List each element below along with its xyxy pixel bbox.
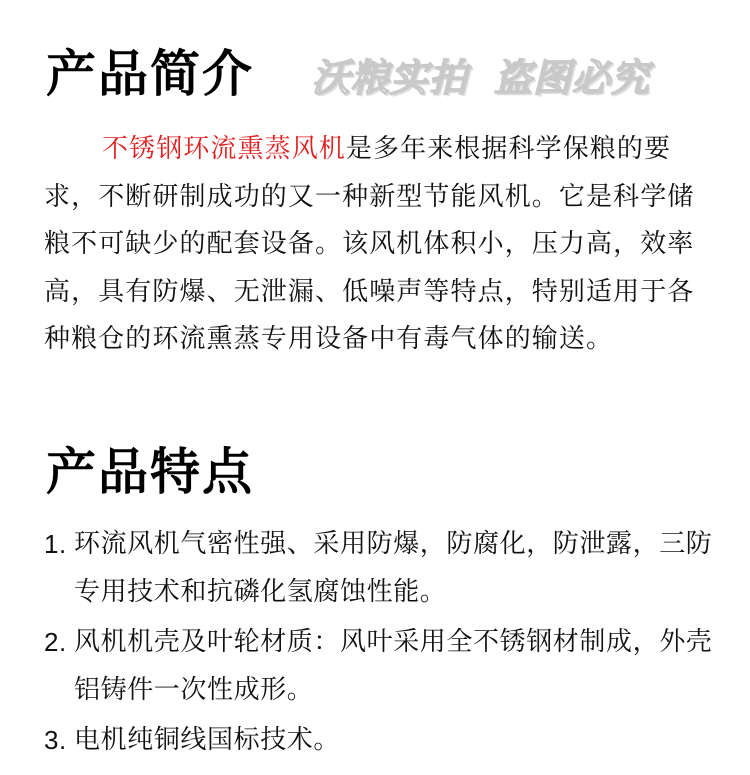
watermark [312,53,650,103]
feature-item-3 [44,716,724,764]
intro-paragraph [44,126,714,364]
feature-number: 3. [44,725,67,755]
intro-title: 产品简介 [46,45,254,103]
product-name-highlight: 不锈钢环流熏蒸风机 [102,134,346,164]
intro-body: 是多年来根据科学保粮的要求，不断研制成功的又一种新型节能风机。它是科学储粮不可缺少的配套设备。该风机体积小，压力高，效率高，具有防爆、无泄漏、低噪声等特点，特别适用于各种粮仓的环流熏蒸专用设备中有毒气体的输送。 [44,134,695,354]
watermark-left: 沃粮实拍 [312,56,469,100]
feature-number: 1. [44,529,67,559]
feature-text: 电机纯铜线国标技术。 [74,725,341,755]
feature-number: 2. [44,627,67,657]
feature-text: 环流风机气密性强、采用防爆，防腐化，防泄露，三防专用技术和抗磷化氢腐蚀性能。 [74,529,713,607]
watermark-right: 盗图必究 [494,56,651,100]
features-list [44,520,724,766]
feature-item-2 [44,618,724,714]
features-title: 产品特点 [46,443,254,501]
feature-item-1 [44,520,724,616]
feature-text: 风机机壳及叶轮材质：风叶采用全不锈钢材制成，外壳铝铸件一次性成形。 [74,627,713,705]
